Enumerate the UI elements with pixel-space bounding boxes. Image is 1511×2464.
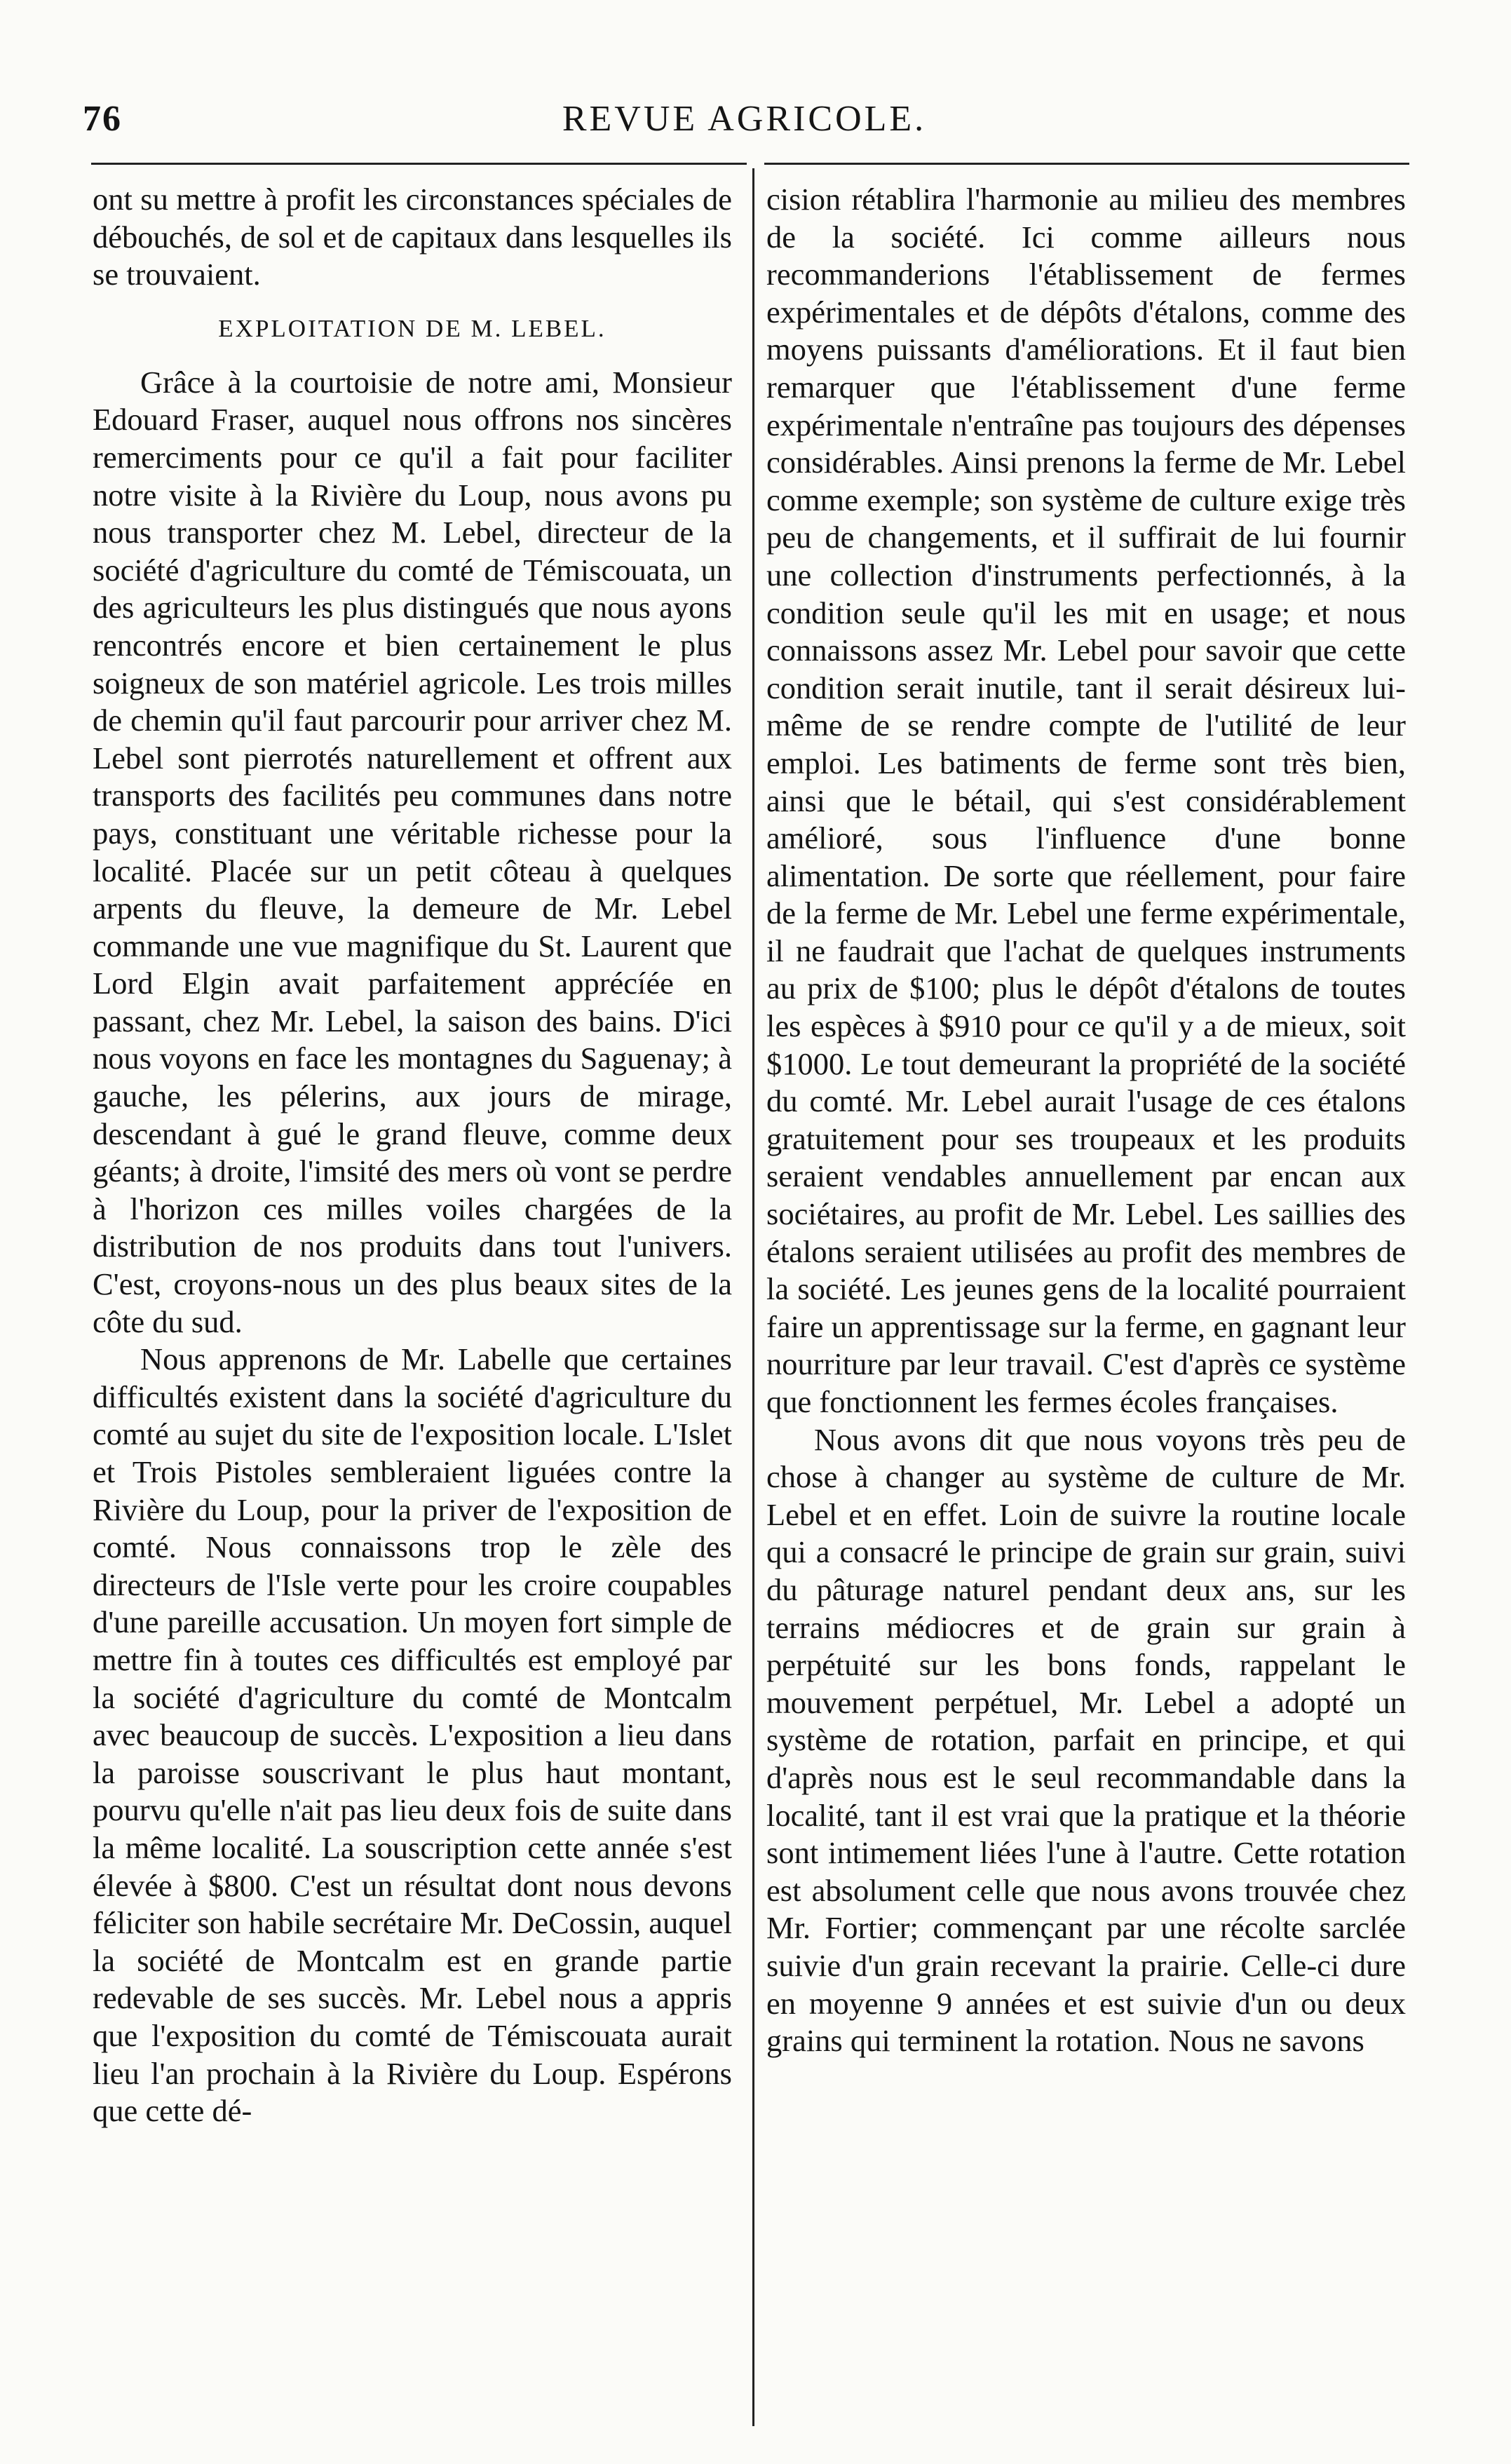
right-column [766, 181, 1406, 2060]
paragraph: Nous avons dit que nous voyons très peu de chose à changer au système de culture de Mr. Lebel et en effet. Loin de suivre la routine locale qui a consacré le principe de grain sur grain, suivi du pâturage naturel pendant deux ans, sur les terrains médiocres et de grain sur grain à perpétuité sur les bons fonds, rappelant le mouvement perpétuel, Mr. Lebel a adopté un système de rotation, parfait en principe, et qui d'après nous est le seul recommandable dans la localité, tant il est vrai que la pratique et la théorie sont intimement liées l'une à l'autre. Cette rotation est absolument celle que nous avons trouvée chez Mr. Fortier; commençant par une récolte sarclée suivie d'un grain recevant la prairie. Celle-ci dure en moyenne 9 années et est suivie d'un ou deux grains qui terminent la rotation. Nous ne savons [766, 1421, 1406, 2059]
left-column [93, 181, 732, 2130]
header-rule-right [764, 163, 1409, 165]
running-head: REVUE AGRICOLE. [562, 99, 927, 139]
page-number: 76 [83, 99, 122, 139]
paragraph-continued: ont su mettre à profit les circonstances spéciales de débouchés, de sol et de capitaux dans lesquelles ils se trouvaient. [93, 182, 732, 292]
paragraph-continued: cision rétablira l'harmonie au milieu des membres de la société. Ici comme ailleurs nous recommanderions l'établissement de fermes expérimentales et de dépôts d'étalons, comme des moyens puissants d'améliorations. Et il faut bien remarquer que l'établissement d'une ferme expérimentale n'entraîne pas toujours des dépenses considérables. Ainsi prenons la ferme de Mr. Lebel comme exemple; son système de culture exige très peu de changements, et il suffirait de lui fournir une collection d'instruments perfectionnés, à la condition seule qu'il les mit en usage; et nous connaissons assez Mr. Lebel pour savoir que cette condition serait inutile, tant il serait désireux lui-même de se rendre compte de l'utilité de leur emploi. Les batiments de ferme sont très bien, ainsi que le bétail, qui s'est considérablement amélioré, sous l'influence d'une bonne alimentation. De sorte que réellement, pour faire de la ferme de Mr. Lebel une ferme expérimentale, il ne faudrait que l'achat de quelques instruments au prix de $100; plus le dépôt d'étalons de toutes les espèces à $910 pour ce qu'il y a de mieux, soit $1000. Le tout demeurant la propriété de la société du comté. Mr. Lebel aurait l'usage de ces étalons gratuitement pour ses troupeaux et les produits seraient vendables annuellement par encan aux sociétaires, au profit de Mr. Lebel. Les saillies des étalons seraient utilisées au profit des membres de la société. Les jeunes gens de la localité pourraient faire un apprentissage sur la ferme, en gagnant leur nourriture par leur travail. C'est d'après ce système que fonctionnent les fermes écoles françaises. [766, 182, 1406, 1419]
page-header [83, 98, 1406, 154]
section-heading: EXPLOITATION DE M. LEBEL. [218, 314, 607, 342]
column-divider [752, 168, 754, 2426]
paragraph: Grâce à la courtoisie de notre ami, Monsieur Edouard Fraser, auquel nous offrons nos sincères remerciments pour ce qu'il a fait pour faciliter notre visite à la Rivière du Loup, nous avons pu nous transporter chez M. Lebel, directeur de la société d'agriculture du comté de Témiscouata, un des agriculteurs les plus distingués que nous ayons rencontrés encore et bien certainement le plus soigneux de son matériel agricole. Les trois milles de chemin qu'il faut parcourir pour arriver chez M. Lebel sont pierrotés naturellement et offrent aux transports des facilités peu communes dans notre pays, constituant une véritable richesse pour la localité. Placée sur un petit côteau à quelques arpents du fleuve, la demeure de Mr. Lebel commande une vue magnifique du St. Laurent que Lord Elgin avait parfaitement apprécíée en passant, chez Mr. Lebel, la saison des bains. D'ici nous voyons en face les montagnes du Saguenay; à gauche, les pélerins, aux jours de mirage, descendant à gué le grand fleuve, comme deux géants; à droite, l'imsité des mers où vont se perdre à l'horizon ces milles voiles chargées de la distribution de nos produits dans tout l'univers. C'est, croyons-nous un des plus beaux sites de la côte du sud. [93, 364, 732, 1339]
paragraph: Nous apprenons de Mr. Labelle que certaines difficultés existent dans la société d'agriculture du comté au sujet du site de l'exposition locale. L'Islet et Trois Pistoles sembleraient liguées contre la Rivière du Loup, pour la priver de l'exposition de comté. Nous connaissons trop le zèle des directeurs de l'Isle verte pour les croire coupables d'une pareille accusation. Un moyen fort simple de mettre fin à toutes ces difficultés est employé par la société d'agriculture du comté de Montcalm avec beaucoup de succès. L'exposition a lieu dans la paroisse souscrivant le plus haut montant, pourvu qu'elle n'ait pas lieu deux fois de suite dans la même localité. La souscription cette année s'est élevée à $800. C'est un résultat dont nous devons féliciter son habile secrétaire Mr. DeCossin, auquel la société de Montcalm est en grande partie redevable de ses succès. Mr. Lebel nous a appris que l'exposition du comté de Témiscouata aurait lieu l'an prochain à la Rivière du Loup. Espérons que cette dé- [93, 1341, 732, 2129]
header-rule-left [91, 163, 747, 165]
